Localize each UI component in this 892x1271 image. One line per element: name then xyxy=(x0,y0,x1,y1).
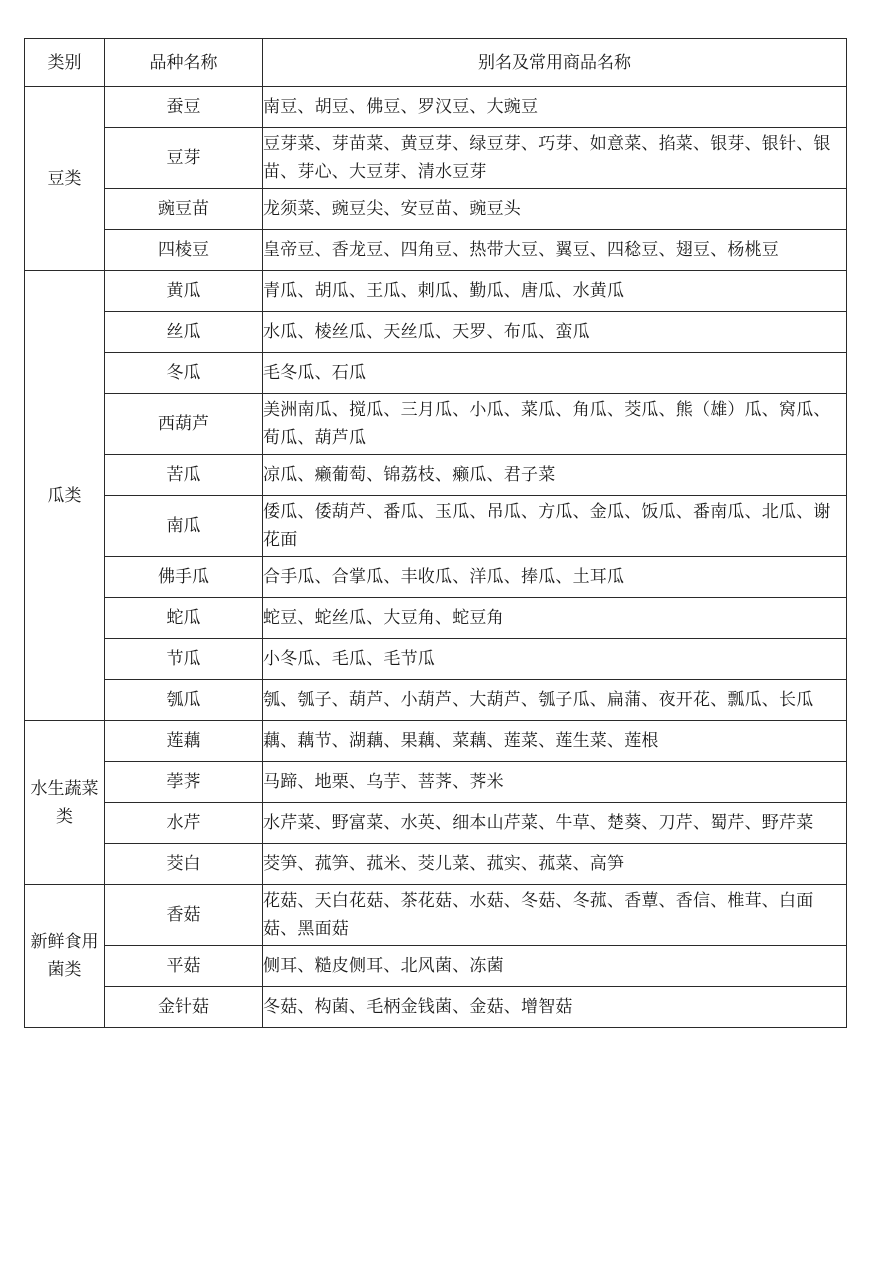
variety-cell: 豆芽 xyxy=(105,128,263,189)
alias-cell: 冬菇、构菌、毛柄金钱菌、金菇、增智菇 xyxy=(263,987,847,1028)
alias-cell: 马蹄、地栗、乌芋、菩荠、荠米 xyxy=(263,762,847,803)
variety-cell: 豌豆苗 xyxy=(105,189,263,230)
variety-cell: 南瓜 xyxy=(105,496,263,557)
alias-cell: 花菇、天白花菇、茶花菇、水菇、冬菇、冬菰、香蕈、香信、椎茸、白面菇、黑面菇 xyxy=(263,885,847,946)
alias-cell: 小冬瓜、毛瓜、毛节瓜 xyxy=(263,639,847,680)
alias-cell: 茭笋、菰笋、菰米、茭儿菜、菰实、菰菜、高笋 xyxy=(263,844,847,885)
table-row xyxy=(25,946,847,987)
variety-cell: 金针菇 xyxy=(105,987,263,1028)
alias-cell: 豆芽菜、芽苗菜、黄豆芽、绿豆芽、巧芽、如意菜、掐菜、银芽、银针、银苗、芽心、大豆芽、清水豆芽 xyxy=(263,128,847,189)
variety-cell: 莲藕 xyxy=(105,721,263,762)
category-cell-beans: 豆类 xyxy=(25,87,105,271)
variety-cell: 黄瓜 xyxy=(105,271,263,312)
alias-cell: 南豆、胡豆、佛豆、罗汉豆、大豌豆 xyxy=(263,87,847,128)
table-row xyxy=(25,271,847,312)
variety-cell: 香菇 xyxy=(105,885,263,946)
table-header-row xyxy=(25,39,847,87)
alias-cell: 瓠、瓠子、葫芦、小葫芦、大葫芦、瓠子瓜、扁蒲、夜开花、瓢瓜、长瓜 xyxy=(263,680,847,721)
category-cell-aquatic: 水生蔬菜类 xyxy=(25,721,105,885)
alias-cell: 水瓜、棱丝瓜、天丝瓜、天罗、布瓜、蛮瓜 xyxy=(263,312,847,353)
variety-cell: 丝瓜 xyxy=(105,312,263,353)
table-row xyxy=(25,885,847,946)
variety-cell: 苦瓜 xyxy=(105,455,263,496)
alias-cell: 倭瓜、倭葫芦、番瓜、玉瓜、吊瓜、方瓜、金瓜、饭瓜、番南瓜、北瓜、谢花面 xyxy=(263,496,847,557)
category-cell-mushrooms: 新鲜食用菌类 xyxy=(25,885,105,1028)
variety-cell: 蚕豆 xyxy=(105,87,263,128)
variety-cell: 瓠瓜 xyxy=(105,680,263,721)
alias-cell: 美洲南瓜、搅瓜、三月瓜、小瓜、菜瓜、角瓜、茭瓜、熊（雄）瓜、窝瓜、荀瓜、葫芦瓜 xyxy=(263,394,847,455)
variety-cell: 佛手瓜 xyxy=(105,557,263,598)
header-category: 类别 xyxy=(25,39,105,87)
alias-cell: 皇帝豆、香龙豆、四角豆、热带大豆、翼豆、四稔豆、翅豆、杨桃豆 xyxy=(263,230,847,271)
table-row xyxy=(25,721,847,762)
table-row xyxy=(25,557,847,598)
table-row xyxy=(25,987,847,1028)
alias-cell: 侧耳、糙皮侧耳、北风菌、冻菌 xyxy=(263,946,847,987)
table-row xyxy=(25,189,847,230)
variety-cell: 四棱豆 xyxy=(105,230,263,271)
header-alias: 别名及常用商品名称 xyxy=(263,39,847,87)
table-row xyxy=(25,680,847,721)
category-cell-melons: 瓜类 xyxy=(25,271,105,721)
table-row xyxy=(25,230,847,271)
table-row xyxy=(25,312,847,353)
alias-cell: 龙须菜、豌豆尖、安豆苗、豌豆头 xyxy=(263,189,847,230)
table-row xyxy=(25,598,847,639)
header-variety: 品种名称 xyxy=(105,39,263,87)
table-row xyxy=(25,353,847,394)
table-row xyxy=(25,455,847,496)
alias-cell: 青瓜、胡瓜、王瓜、刺瓜、勤瓜、唐瓜、水黄瓜 xyxy=(263,271,847,312)
table-row xyxy=(25,803,847,844)
table-row xyxy=(25,639,847,680)
variety-cell: 西葫芦 xyxy=(105,394,263,455)
table-row xyxy=(25,87,847,128)
variety-cell: 水芹 xyxy=(105,803,263,844)
table-row xyxy=(25,128,847,189)
variety-cell: 节瓜 xyxy=(105,639,263,680)
variety-cell: 茭白 xyxy=(105,844,263,885)
alias-cell: 毛冬瓜、石瓜 xyxy=(263,353,847,394)
variety-cell: 平菇 xyxy=(105,946,263,987)
table-row xyxy=(25,844,847,885)
alias-cell: 水芹菜、野富菜、水英、细本山芹菜、牛草、楚葵、刀芹、蜀芹、野芹菜 xyxy=(263,803,847,844)
vegetable-alias-table xyxy=(24,38,847,1028)
alias-cell: 凉瓜、癞葡萄、锦荔枝、癞瓜、君子菜 xyxy=(263,455,847,496)
variety-cell: 蛇瓜 xyxy=(105,598,263,639)
alias-cell: 合手瓜、合掌瓜、丰收瓜、洋瓜、捧瓜、土耳瓜 xyxy=(263,557,847,598)
alias-cell: 蛇豆、蛇丝瓜、大豆角、蛇豆角 xyxy=(263,598,847,639)
table-row xyxy=(25,762,847,803)
variety-cell: 荸荠 xyxy=(105,762,263,803)
table-row xyxy=(25,496,847,557)
variety-cell: 冬瓜 xyxy=(105,353,263,394)
alias-cell: 藕、藕节、湖藕、果藕、菜藕、莲菜、莲生菜、莲根 xyxy=(263,721,847,762)
vegetable-alias-sheet xyxy=(24,38,846,1028)
table-row xyxy=(25,394,847,455)
